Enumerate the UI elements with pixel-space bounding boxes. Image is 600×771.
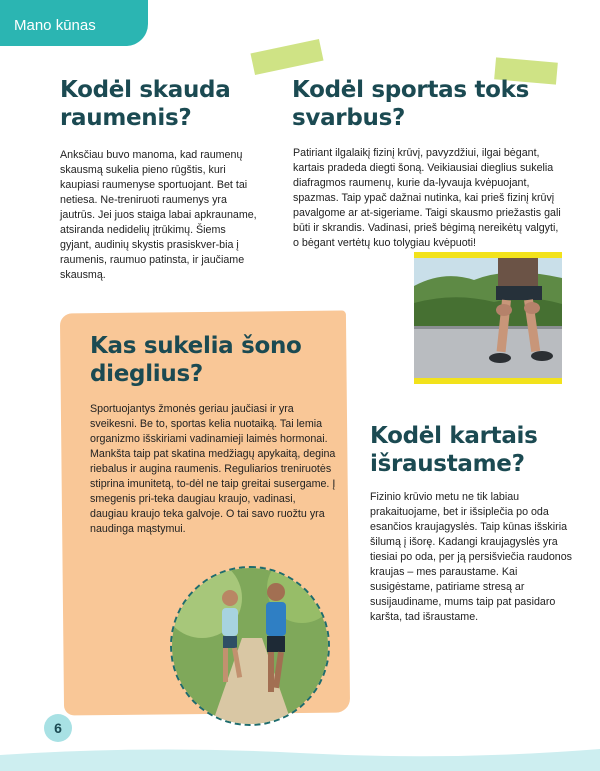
runner-stitch-illustration xyxy=(414,258,562,378)
sport-body: Patiriant ilgalaikį fizinį krūvį, pavyzdžiui, ilgai bėgant, kartais pradeda diegti šoną. Veikiausiai dieglius sukelia diafragmos raumenų, kurie da-lyvauja kvėpuojant, spazmas. Taip ypač dažnai nutinka, kai prieš fizinį krūvį pavalgome ar at-sigeriame. Taigi skausmo priežastis gali būti ir skrandis. Vadinasi, prieš bėgimą nereikėtų valgyti, o bėgant vertėtų kuo tolygiau kvėpuoti! xyxy=(293,147,561,249)
blush-title-line2: išraustame? xyxy=(370,451,525,477)
sport-title-line1: Kodėl sportas toks xyxy=(292,77,530,103)
blush-title xyxy=(370,422,538,478)
side-stitch-title xyxy=(90,332,302,388)
side-stitch-title-line2: dieglius? xyxy=(90,361,203,387)
muscles-title-line1: Kodėl skauda xyxy=(60,77,231,103)
muscles-title-line2: raumenis? xyxy=(60,105,192,131)
blush-body: Fizinio krūvio metu ne tik labiau prakaituojame, bet ir išsiplečia po oda esančios kraujagyslės. Taip kūnas išskiria šilumą į išorę. Kadangi kraujagyslės yra tiesiai po oda, per ją persišviečia raudonos kraujas – mes paraustame. Kai susigėstame, patiriame stresą ar susijaudiname, mums taip pat pasidaro karšta, tad išraustame. xyxy=(370,491,572,623)
couple-jogging-illustration xyxy=(172,568,328,724)
blush-title-line1: Kodėl kartais xyxy=(370,423,538,449)
sport-title xyxy=(292,76,529,132)
couple-jogging-photo xyxy=(170,566,330,726)
side-stitch-title-line1: Kas sukelia šono xyxy=(90,333,302,359)
sport-title-line2: svarbus? xyxy=(292,105,406,131)
tape-strip-left xyxy=(250,39,323,75)
muscles-body: Anksčiau buvo manoma, kad raumenų skausmą sukelia pieno rūgštis, kuri kaupiasi raumenyse sportuojant. Bet tai netiesa. Ne-treniruoti raumenys yra jautrūs. Jei juos staiga labai apkrauname, atsiranda nedidelių įtrūkimų. Šiems gyjant, audinių skystis prasiskver-bia į raumenis, raumuo patinsta, ir jaučiame skausmą. xyxy=(60,149,257,281)
runner-stitch-photo xyxy=(414,252,562,384)
section-tab: Mano kūnas xyxy=(0,0,148,46)
muscles-title xyxy=(60,76,230,132)
page-number-badge: 6 xyxy=(44,714,72,742)
side-stitch-body: Sportuojantys žmonės geriau jaučiasi ir yra sveikesni. Be to, sportas kelia nuotaiką. Tai lemia organizmo išskiriami vadinamieji laimės hormonai. Mankšta taip pat skatina medžiagų apykaitą, degina riebalus ir augina raumenis. Reguliarios treniruotės stiprina imunitetą, to-dėl ne taip greitai susergame. Į smegenis pri-teka daugiau kraujo, vadinasi, daugiau kraujo teka galvoje. O tai savo ruožtu yra naudinga mąstymui. xyxy=(90,403,336,535)
bottom-wave-decoration xyxy=(0,731,600,771)
